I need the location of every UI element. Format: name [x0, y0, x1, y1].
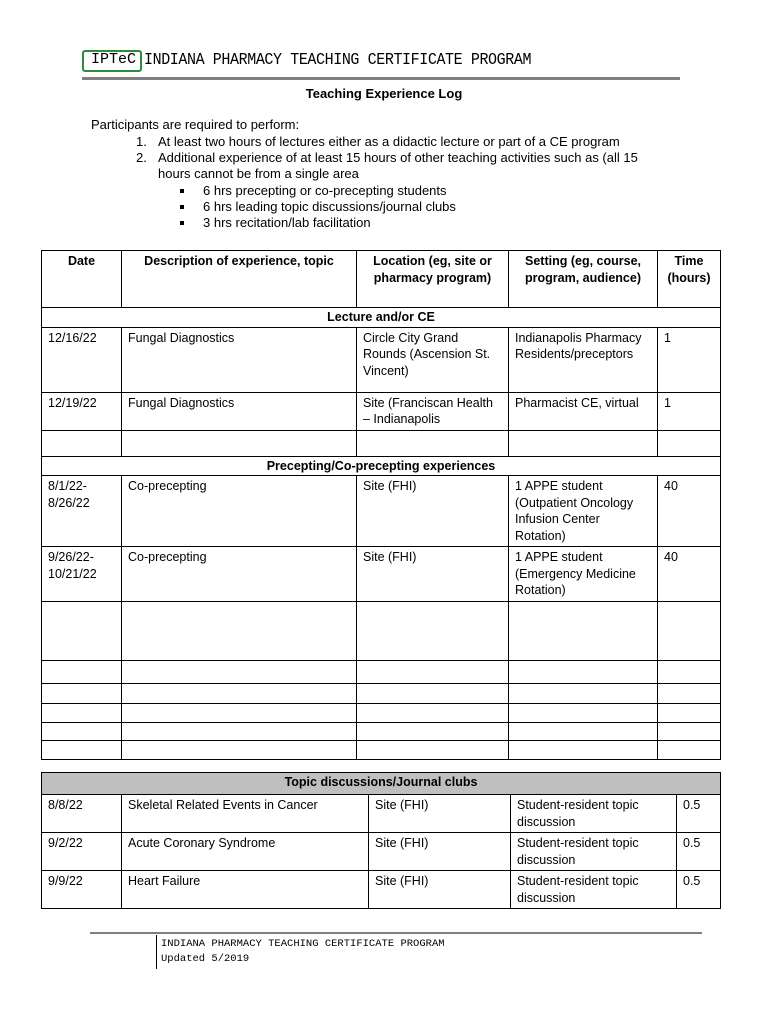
- cell-setting: 1 APPE student (Emergency Medicine Rotation): [509, 547, 658, 602]
- column-header-description: Description of experience, topic: [122, 251, 357, 308]
- cell-setting: Pharmacist CE, virtual: [509, 392, 658, 430]
- page-title: Teaching Experience Log: [305, 86, 463, 101]
- table-header-row: [42, 251, 721, 308]
- cell-description: Co-precepting: [122, 547, 357, 602]
- cell-location: Site (FHI): [369, 871, 511, 909]
- empty-row: [42, 723, 721, 741]
- cell-description: Heart Failure: [122, 871, 369, 909]
- cell-time: 0.5: [677, 871, 721, 909]
- section-title: Precepting/Co-precepting experiences: [42, 456, 721, 476]
- empty-row: [42, 741, 721, 760]
- cell-location: Site (FHI): [357, 476, 509, 547]
- column-header-setting: Setting (eg, course, program, audience): [509, 251, 658, 308]
- cell-time: 40: [658, 547, 721, 602]
- cell-description: Co-precepting: [122, 476, 357, 547]
- requirement-text: hours cannot be from a single area: [158, 166, 359, 181]
- cell-time: 0.5: [677, 795, 721, 833]
- bullet-text: 6 hrs leading topic discussions/journal clubs: [203, 199, 456, 214]
- header-rule: [82, 77, 680, 80]
- table-row: [42, 476, 721, 547]
- cell-setting: Student-resident topic discussion: [511, 795, 677, 833]
- table-row: [42, 833, 721, 871]
- cell-description: Fungal Diagnostics: [122, 327, 357, 392]
- cell-date: 8/1/22-8/26/22: [42, 476, 122, 547]
- cell-location: Circle City Grand Rounds (Ascension St. Vincent): [357, 327, 509, 392]
- table-row: [42, 795, 721, 833]
- footer-rule: [90, 932, 702, 934]
- footer-text: [161, 937, 445, 967]
- table-row: [42, 871, 721, 909]
- experience-log-table: [41, 250, 721, 760]
- cell-date: 8/8/22: [42, 795, 122, 833]
- cell-location: Site (FHI): [369, 795, 511, 833]
- cell-time: 0.5: [677, 833, 721, 871]
- empty-row: [42, 684, 721, 704]
- cell-description: Fungal Diagnostics: [122, 392, 357, 430]
- topic-discussions-table: [41, 772, 721, 909]
- cell-setting: Indianapolis Pharmacy Residents/preceptors: [509, 327, 658, 392]
- logo: IPTeC: [91, 51, 137, 68]
- empty-row: [42, 704, 721, 723]
- cell-location: Site (FHI): [369, 833, 511, 871]
- cell-date: 12/16/22: [42, 327, 122, 392]
- document-header: [82, 48, 682, 82]
- table-row: [42, 547, 721, 602]
- requirement-text: At least two hours of lectures either as a didactic lecture or part of a CE program: [158, 134, 620, 149]
- requirement-number: 2.: [136, 150, 147, 165]
- empty-row: [42, 602, 721, 661]
- cell-setting: 1 APPE student (Outpatient Oncology Infusion Center Rotation): [509, 476, 658, 547]
- cell-location: Site (Franciscan Health – Indianapolis: [357, 392, 509, 430]
- bullet-square-icon: [180, 221, 184, 225]
- cell-date: 9/9/22: [42, 871, 122, 909]
- table-row: [42, 327, 721, 392]
- cell-time: 1: [658, 392, 721, 430]
- cell-setting: Student-resident topic discussion: [511, 871, 677, 909]
- column-header-time: Time (hours): [658, 251, 721, 308]
- program-name: INDIANA PHARMACY TEACHING CERTIFICATE PROGRAM: [144, 51, 532, 70]
- empty-row: [42, 430, 721, 456]
- cell-location: Site (FHI): [357, 547, 509, 602]
- requirement-number: 1.: [136, 134, 147, 149]
- bullet-square-icon: [180, 205, 184, 209]
- bullet-text: 3 hrs recitation/lab facilitation: [203, 215, 371, 230]
- cell-setting: Student-resident topic discussion: [511, 833, 677, 871]
- section-title: Topic discussions/Journal clubs: [42, 773, 721, 795]
- footer-updated: Updated 5/2019: [161, 953, 250, 965]
- column-header-date: Date: [42, 251, 122, 308]
- intro-text: Participants are required to perform:: [91, 117, 300, 132]
- table-row: [42, 392, 721, 430]
- footer-divider: [156, 935, 157, 969]
- cell-time: 1: [658, 327, 721, 392]
- cell-time: 40: [658, 476, 721, 547]
- footer-program-name: INDIANA PHARMACY TEACHING CERTIFICATE PROGRAM: [161, 938, 445, 950]
- bullet-square-icon: [180, 189, 184, 193]
- section-title: Lecture and/or CE: [42, 308, 721, 328]
- section-row-lecture: [42, 308, 721, 328]
- requirement-text: Additional experience of at least 15 hours of other teaching activities such as (all 15: [158, 150, 638, 165]
- section-row-precepting: [42, 456, 721, 476]
- cell-date: 12/19/22: [42, 392, 122, 430]
- column-header-location: Location (eg, site or pharmacy program): [357, 251, 509, 308]
- empty-row: [42, 661, 721, 684]
- cell-description: Acute Coronary Syndrome: [122, 833, 369, 871]
- section-row-topic-discussions: [42, 773, 721, 795]
- cell-date: 9/2/22: [42, 833, 122, 871]
- bullet-text: 6 hrs precepting or co-precepting students: [203, 183, 447, 198]
- cell-description: Skeletal Related Events in Cancer: [122, 795, 369, 833]
- cell-date: 9/26/22-10/21/22: [42, 547, 122, 602]
